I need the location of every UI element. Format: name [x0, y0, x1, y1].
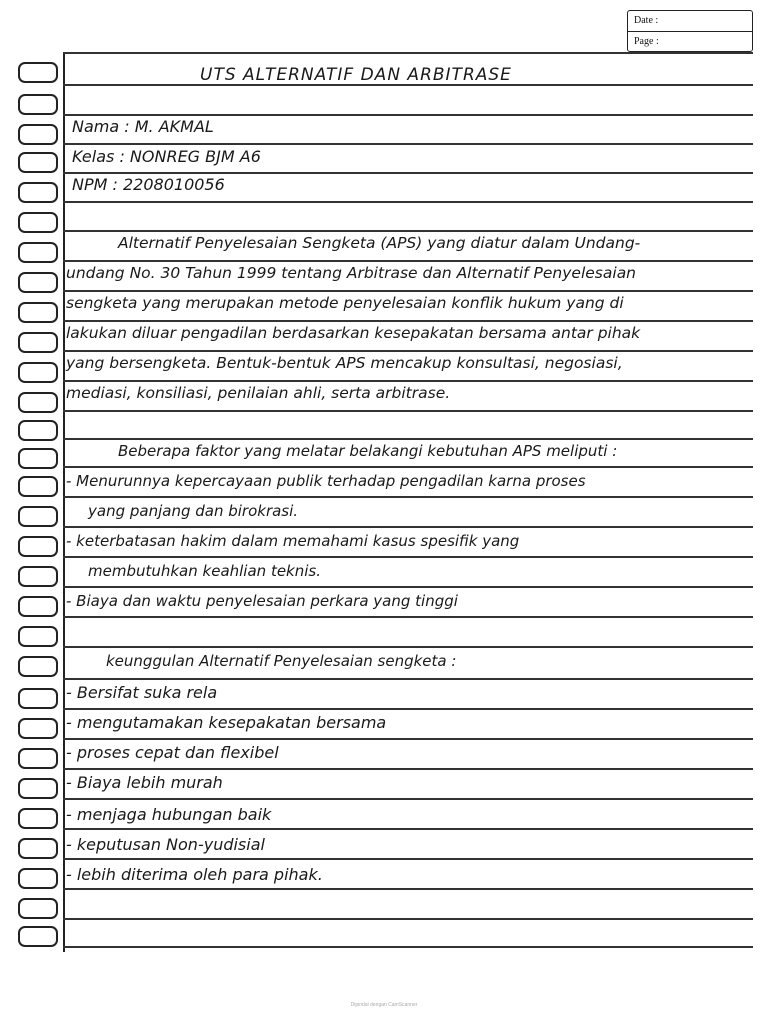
paragraph-line: lakukan diluar pengadilan berdasarkan kesepakatan bersama antar pihak	[66, 324, 641, 342]
date-label: Date :	[628, 11, 752, 32]
factor-line: yang panjang dan birokrasi.	[88, 502, 299, 520]
advantage-item: - Bersifat suka rela	[66, 683, 218, 702]
paragraph-line: Alternatif Penyelesaian Sengketa (APS) yang diatur dalam Undang-	[118, 234, 641, 252]
advantage-item: - keputusan Non-yudisial	[66, 835, 265, 854]
binding-hole	[18, 94, 58, 115]
binding-hole	[18, 868, 58, 889]
binding-hole	[18, 302, 58, 323]
factor-line: - Menurunnya kepercayaan publik terhadap pengadilan karna proses	[66, 472, 586, 490]
paragraph-line: mediasi, konsiliasi, penilaian ahli, serta arbitrase.	[66, 384, 451, 402]
binding-hole	[18, 808, 58, 829]
binding-hole	[18, 626, 58, 647]
binding-hole	[18, 898, 58, 919]
binding-hole	[18, 656, 58, 677]
ruled-line	[63, 410, 753, 412]
binding-hole	[18, 62, 58, 83]
binding-hole	[18, 332, 58, 353]
binding-hole	[18, 448, 58, 469]
binding-hole	[18, 272, 58, 293]
binding-hole	[18, 242, 58, 263]
binding-hole	[18, 926, 58, 947]
page-label: Page :	[634, 36, 659, 47]
ruled-line	[63, 918, 753, 920]
binding-hole	[18, 778, 58, 799]
paragraph-line: sengketa yang merupakan metode penyelesaian konflik hukum yang di	[66, 294, 624, 312]
paragraph-line: yang bersengketa. Bentuk-bentuk APS mencakup konsultasi, negosiasi,	[66, 354, 623, 372]
binding-hole	[18, 596, 58, 617]
binding-hole	[18, 748, 58, 769]
scanner-watermark: Dipindai dengan CamScanner	[350, 1002, 418, 1008]
ruled-line	[63, 946, 753, 948]
binding-hole	[18, 362, 58, 383]
ruled-line	[63, 52, 753, 54]
factor-line: membutuhkan keahlian teknis.	[88, 562, 321, 580]
date-page-box	[627, 10, 753, 52]
advantage-item: - proses cepat dan flexibel	[66, 743, 279, 762]
paragraph-line: undang No. 30 Tahun 1999 tentang Arbitrase dan Alternatif Penyelesaian	[66, 264, 637, 282]
page-title: UTS ALTERNATIF DAN ARBITRASE	[200, 65, 512, 85]
advantage-item: - mengutamakan kesepakatan bersama	[66, 713, 387, 732]
identity-class: Kelas : NONREG BJM A6	[72, 147, 261, 166]
margin-line	[63, 52, 65, 952]
binding-hole	[18, 182, 58, 203]
binding-hole	[18, 392, 58, 413]
binding-hole	[18, 152, 58, 173]
ruled-line	[63, 201, 753, 203]
advantage-item: - Biaya lebih murah	[66, 773, 223, 792]
advantage-item: - menjaga hubungan baik	[66, 805, 272, 824]
binding-hole	[18, 124, 58, 145]
identity-name: Nama : M. AKMAL	[72, 117, 214, 136]
factor-line: - keterbatasan hakim dalam memahami kasus spesifik yang	[66, 532, 520, 550]
identity-npm: NPM : 2208010056	[72, 175, 225, 194]
binding-hole	[18, 420, 58, 441]
binding-hole	[18, 536, 58, 557]
advantages-heading: keunggulan Alternatif Penyelesaian sengketa :	[106, 652, 457, 670]
binding-hole	[18, 212, 58, 233]
binding-hole	[18, 566, 58, 587]
binding-hole	[18, 838, 58, 859]
advantage-item: - lebih diterima oleh para pihak.	[66, 865, 323, 884]
factors-heading: Beberapa faktor yang melatar belakangi kebutuhan APS meliputi :	[118, 442, 618, 460]
ruled-line	[63, 616, 753, 618]
factor-line: - Biaya dan waktu penyelesaian perkara yang tinggi	[66, 592, 458, 610]
binding-hole	[18, 476, 58, 497]
binding-hole	[18, 718, 58, 739]
binding-hole	[18, 506, 58, 527]
binding-hole	[18, 688, 58, 709]
